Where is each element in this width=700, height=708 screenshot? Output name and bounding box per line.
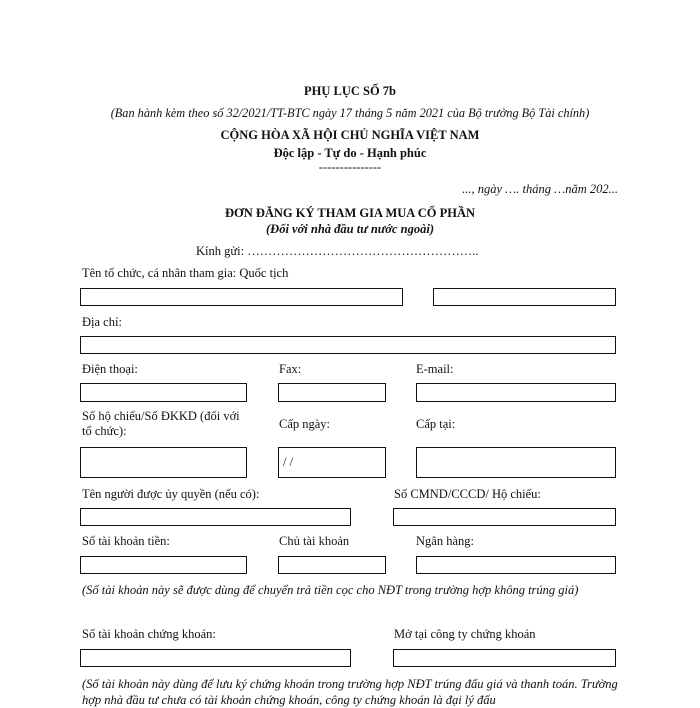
issued-note: (Ban hành kèm theo số 32/2021/TT-BTC ngày 17 tháng 5 năm 2021 của Bộ trưởng Bộ Tài chính) — [110, 106, 590, 120]
issue-place-label: Cấp tại: — [416, 417, 456, 431]
addressee-line: Kính gửi: ……………………………………………….. — [196, 244, 479, 258]
securities-account-label: Số tài khoản chứng khoán: — [82, 627, 216, 641]
id-label: Số CMND/CCCD/ Hộ chiếu: — [394, 487, 541, 501]
phone-field[interactable] — [80, 383, 247, 402]
form-subtitle: (Đối với nhà đầu tư nước ngoài) — [266, 222, 434, 236]
account-holder-label: Chủ tài khoản — [279, 534, 350, 548]
securities-account-field[interactable] — [80, 649, 351, 667]
securities-company-label: Mở tại công ty chứng khoán — [394, 627, 536, 641]
appendix-title: PHỤ LỤC SỐ 7b — [303, 84, 397, 98]
email-label: E-mail: — [416, 362, 454, 376]
issue-date-label: Cấp ngày: — [279, 417, 331, 431]
fax-label: Fax: — [279, 362, 302, 376]
passport-label: Số hộ chiếu/Số ĐKKD (đối với tổ chức): — [82, 409, 240, 438]
cash-account-field[interactable] — [80, 556, 247, 574]
bank-label: Ngân hàng: — [416, 534, 474, 548]
cash-account-label: Số tài khoản tiền: — [82, 534, 170, 548]
country-name: CỘNG HÒA XÃ HỘI CHỦ NGHĨA VIỆT NAM — [220, 128, 480, 142]
bank-field[interactable] — [416, 556, 616, 574]
address-field[interactable] — [80, 336, 616, 354]
form-title: ĐƠN ĐĂNG KÝ THAM GIA MUA CỔ PHẦN — [224, 206, 476, 220]
org-name-field[interactable] — [80, 288, 403, 306]
id-field[interactable] — [393, 508, 616, 526]
proxy-field[interactable] — [80, 508, 351, 526]
date-line: ..., ngày …. tháng …năm 202... — [462, 182, 618, 196]
issue-place-field[interactable] — [416, 447, 616, 478]
national-motto: Độc lập - Tự do - Hạnh phúc — [273, 146, 427, 160]
passport-field[interactable] — [80, 447, 247, 478]
address-label: Địa chỉ: — [82, 315, 122, 329]
email-field[interactable] — [416, 383, 616, 402]
securities-company-field[interactable] — [393, 649, 616, 667]
issue-date-field[interactable]: / / — [278, 447, 386, 478]
org-name-label: Tên tổ chức, cá nhân tham gia: Quốc tịch — [82, 266, 289, 280]
securities-account-note: (Số tài khoản này dùng để lưu ký chứng khoán trong trường hợp NĐT trúng đấu giá và thanh toán. Trường hợp nhà đầu tư chưa có tài khoản chứng khoán, công ty chứng khoán là đại lý đấu — [82, 677, 618, 707]
cash-account-note: (Số tài khoản này sẽ được dùng để chuyển trả tiền cọc cho NĐT trong trường hợp không trúng giá) — [82, 583, 579, 597]
proxy-label: Tên người được ủy quyền (nếu có): — [82, 487, 260, 501]
account-holder-field[interactable] — [278, 556, 386, 574]
phone-label: Điện thoại: — [82, 362, 138, 376]
fax-field[interactable] — [278, 383, 386, 402]
nationality-field[interactable] — [433, 288, 616, 306]
header-divider: --------------- — [318, 160, 382, 174]
